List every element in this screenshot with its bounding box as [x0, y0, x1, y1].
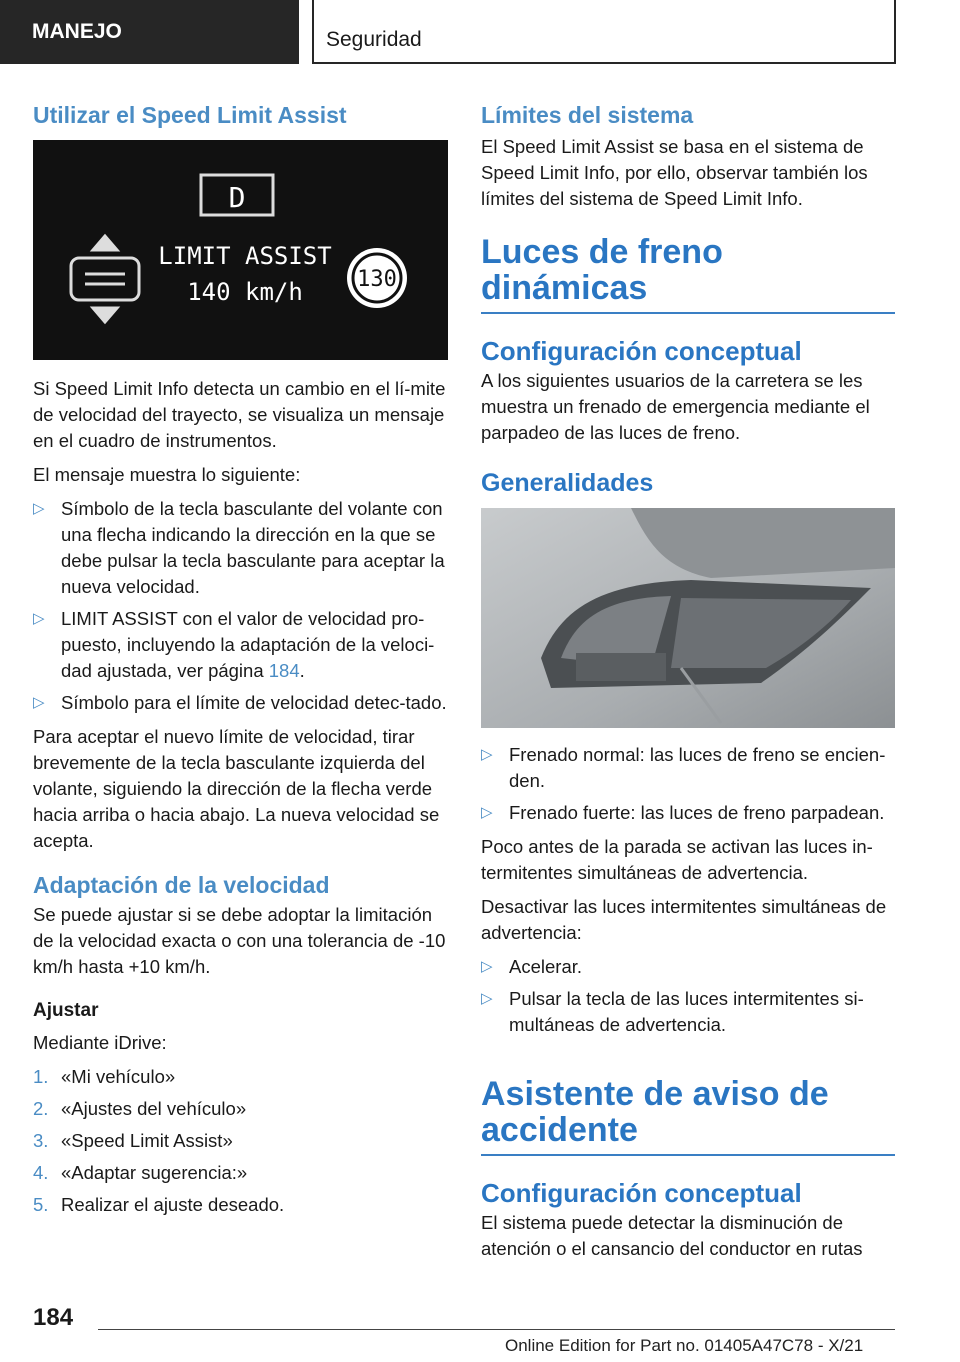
section-title-generalidades: Generalidades	[481, 469, 654, 497]
list-item: ▷ LIMIT ASSIST con el valor de velocidad pro-puesto, incluyendo la adaptación de la veloci-dad ajustada, ver página 184.	[33, 608, 435, 681]
paragraph-hazard-deactivate: Desactivar las luces intermitentes simultáneas de advertencia:	[481, 896, 887, 943]
right-column	[481, 100, 895, 1270]
left-column	[33, 100, 448, 1224]
triangle-bullet-icon: ▷	[33, 500, 45, 517]
paragraph-hazard-auto: Poco antes de la parada se activan las luces in-termitentes simultáneas de advertencia.	[481, 836, 873, 883]
speed-sign-value: 130	[357, 267, 397, 292]
paragraph-intro: Si Speed Limit Info detecta un cambio en el lí-mite de velocidad del trayecto, se visualiza un mensaje en el cuadro de instrumentos.	[33, 378, 446, 451]
limit-assist-label: LIMIT ASSIST	[158, 242, 332, 270]
footer-edition: Online Edition for Part no. 01405A47C78 - X/21	[505, 1336, 864, 1355]
rocker-switch-icon	[71, 236, 139, 322]
list-item: 4. «Adaptar sugerencia:»	[33, 1162, 248, 1183]
list-item: ▷ Frenado normal: las luces de freno se encien-den.	[481, 744, 886, 791]
section-title-limites: Límites del sistema	[481, 102, 694, 128]
page-reference-link[interactable]: 184	[268, 660, 300, 681]
triangle-bullet-icon: ▷	[481, 804, 493, 821]
paragraph-configuracion-1: A los siguientes usuarios de la carretera se les muestra un frenado de emergencia mediante el parpadeo de las luces de freno.	[481, 370, 870, 443]
header-section-tab	[0, 0, 299, 64]
deactivate-list	[481, 954, 895, 1038]
brake-modes-list	[481, 742, 895, 826]
triangle-bullet-icon: ▷	[33, 610, 45, 627]
header-chapter-box	[312, 0, 896, 64]
section-title-adaptacion: Adaptación de la velocidad	[33, 872, 330, 898]
paragraph-configuracion-2: El sistema puede detectar la disminución de atención o el cansancio del conductor en rutas	[481, 1212, 863, 1259]
chapter-title-asistente: Asistente de aviso de accidente	[481, 1076, 895, 1156]
list-item: ▷ Símbolo de la tecla basculante del volante con una flecha indicando la dirección en la que se debe pulsar la tecla basculante para aceptar la nueva velocidad.	[33, 498, 445, 597]
section-title-configuracion-1: Configuración conceptual	[481, 336, 802, 366]
subheading-ajustar: Ajustar	[33, 1000, 99, 1021]
list-item: ▷ Símbolo para el límite de velocidad detec-tado.	[33, 690, 448, 716]
steps-list	[33, 1064, 448, 1218]
triangle-bullet-icon: ▷	[481, 990, 493, 1007]
instrument-cluster-image	[33, 140, 448, 360]
list-item: 3. «Speed Limit Assist»	[33, 1130, 233, 1151]
list-item: ▷ Pulsar la tecla de las luces intermitentes si-multáneas de advertencia.	[481, 988, 864, 1035]
message-contents-list	[33, 496, 448, 716]
header-section-label: MANEJO	[32, 20, 122, 43]
paragraph-accept: Para aceptar el nuevo límite de velocidad, tirar brevemente de la tecla basculante izquierda del volante, siguiendo la dirección de la flecha verde hacia arriba o hacia abajo. La nueva velocidad se acepta.	[33, 726, 440, 851]
paragraph-message-shows: El mensaje muestra lo siguiente:	[33, 464, 301, 485]
paragraph-idrive: Mediante iDrive:	[33, 1032, 167, 1053]
section-title-configuracion-2: Configuración conceptual	[481, 1178, 802, 1208]
brake-light-graphic	[481, 508, 895, 728]
list-item: 1. «Mi vehículo»	[33, 1066, 176, 1087]
gear-indicator: D	[228, 181, 246, 214]
triangle-bullet-icon: ▷	[33, 694, 45, 711]
triangle-bullet-icon: ▷	[481, 958, 493, 975]
list-item: ▷ Acelerar.	[481, 954, 895, 980]
list-item: 5. Realizar el ajuste deseado.	[33, 1194, 285, 1215]
limit-assist-speed: 140 km/h	[187, 278, 303, 306]
chapter-title-luces-freno: Luces de freno dinámicas	[481, 234, 895, 314]
page-number: 184	[33, 1304, 74, 1331]
header-chapter-label: Seguridad	[326, 28, 422, 51]
list-item: 2. «Ajustes del vehículo»	[33, 1098, 247, 1119]
brake-light-photo	[481, 508, 895, 728]
footer-divider	[98, 1329, 895, 1330]
paragraph-adaptacion: Se puede ajustar si se debe adoptar la limitación de la velocidad exacta o con una tolerancia de -10 km/h hasta +10 km/h.	[33, 904, 446, 977]
section-title-speed-limit-assist: Utilizar el Speed Limit Assist	[33, 102, 347, 128]
triangle-bullet-icon: ▷	[481, 746, 493, 763]
list-item: ▷ Frenado fuerte: las luces de freno parpadean.	[481, 800, 895, 826]
paragraph-limites: El Speed Limit Assist se basa en el sistema de Speed Limit Info, por ello, observar también los límites del sistema de Speed Limit Info.	[481, 136, 868, 209]
instrument-cluster-graphic	[33, 140, 448, 360]
